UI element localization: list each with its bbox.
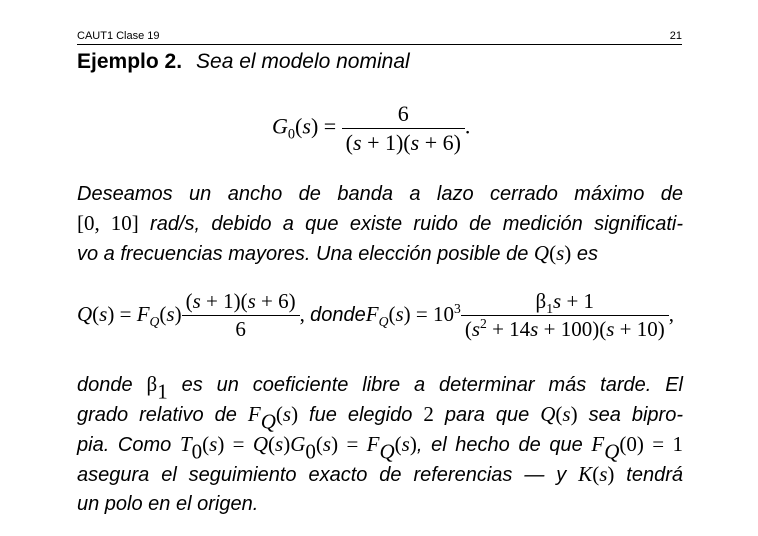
equation-word-donde: donde <box>310 304 366 327</box>
paragraph-line: donde $\beta_1$ es un coeficiente libre a determinar más tarde. El <box>77 372 683 404</box>
example-title <box>77 50 410 74</box>
paragraph-line: asegura el seguimiento exacto de referencias — y K(s) tendrá <box>77 462 684 486</box>
header-page-number: 21 <box>669 30 682 42</box>
equation-controller: $Q(s) = F_Q(s)$ $\frac{(s + 1)(s + 6)}{6}$ , dondeF$_Q$(s) = $10^3$ $\frac{\beta_1s + 1}{(s^2 + 14s + 100)(s + 10)}$ , <box>77 289 674 342</box>
filter-fraction: $\frac{\beta_1s + 1}{(s^2 + 14s + 100)(s + 10)}$ <box>461 290 669 341</box>
header-course: CAUT1 Clase 19 <box>77 30 160 42</box>
example-label: Ejemplo 2. <box>77 50 183 73</box>
paragraph-line: Deseamos un ancho de banda a lazo cerrado máximo de <box>77 183 683 205</box>
nominal-model-fraction: $\frac{6}{(s + 1)(s + 6)}$ <box>342 102 465 155</box>
paragraph-line: pia. Como $T_0(s) = Q(s)G_0(s) = F_Q(s)$, el hecho de que $F_Q(0) = 1$ <box>77 432 683 464</box>
example-intro: Sea el modelo nominal <box>196 50 410 73</box>
paragraph-line: un polo en el origen. <box>77 493 259 515</box>
paragraph-line: vo a frecuencias mayores. Una elección posible de Q(s) es <box>77 241 598 265</box>
paragraph-line: grado relativo de $F_Q(s)$ fue elegido 2 para que Q(s) sea bipro- <box>77 402 683 434</box>
equation-nominal-model: $G_0(s)$ = $\frac{6}{(s + 1)(s + 6)}$ . <box>272 101 471 156</box>
header-rule <box>77 44 682 45</box>
paragraph-line: [0, 10] rad/s, debido a que existe ruido de medición significati- <box>77 211 683 235</box>
paragraph-explanation <box>77 370 683 519</box>
paragraph-bandwidth <box>77 180 683 269</box>
controller-fraction: $\frac{(s + 1)(s + 6)}{6}$ <box>182 290 300 341</box>
